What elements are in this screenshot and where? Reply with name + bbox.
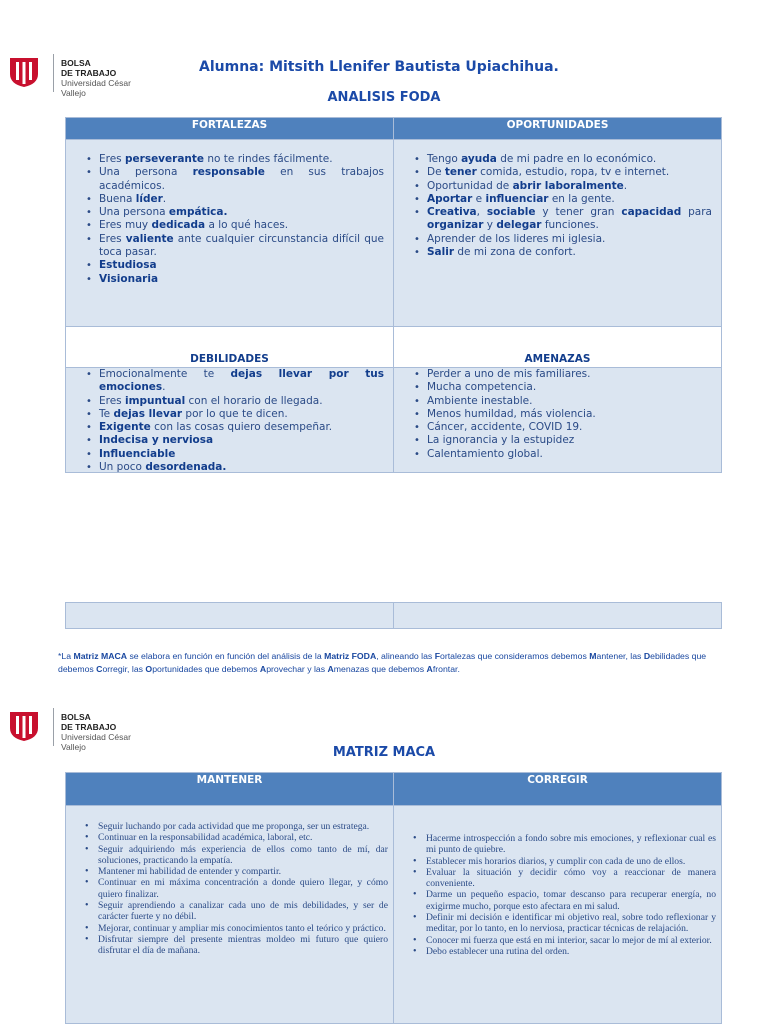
text-run: . (162, 192, 167, 205)
bold-text: delegar (496, 219, 542, 232)
bold-text: Salir (427, 246, 455, 259)
text-run: Emocionalmente te (99, 368, 231, 380)
bold-text: A (259, 663, 267, 674)
text-run: comida, estudio, ropa, tv e internet. (476, 166, 670, 179)
bold-text: capacidad (621, 206, 682, 219)
bold-text: valiente (125, 232, 174, 245)
list-item: • Disfrutar siempre del presente mientras moldeo mi futuro que quiero disfrutar el día de mañana. (98, 934, 388, 957)
list-item (427, 448, 712, 461)
text-run: . (623, 179, 628, 192)
ucv-logo-2 (8, 706, 158, 756)
list-item: • Seguir luchando por cada actividad que me proponga, ser un estratega. (98, 821, 388, 832)
mantener-list (75, 821, 388, 957)
list-item (427, 368, 712, 381)
text-run: en sus trabajos académicos. (99, 166, 384, 192)
list-item: • Hacerme introspección a fondo sobre mis emociones, y reflexionar cual es mi punto de quiebre. (426, 833, 716, 856)
list-item: • Continuar en la responsabilidad académica, laboral, etc. (98, 832, 388, 843)
text-run: ante cualquier circunstancia difícil que toca pasar. (99, 232, 384, 259)
list-item (99, 193, 384, 206)
text-run: menazas que debemos (333, 663, 427, 674)
list-item (427, 193, 712, 206)
list-item: • Mejorar, continuar y ampliar mis conocimientos tanto el teórico y práctico. (98, 923, 388, 934)
list-item (99, 153, 384, 166)
text-run: . (162, 381, 166, 394)
list-item (427, 180, 712, 193)
list-item: • Evaluar la situación y decidir cómo voy a reaccionar de manera conveniente. (426, 867, 716, 890)
list-item: • Seguir aprendiendo a canalizar cada uno de mis debilidades, y ser de carácter fuerte y no débil. (98, 900, 388, 923)
list-item (427, 395, 712, 408)
text-run: De (427, 166, 445, 179)
list-item: • Darme un pequeño espacio, tomar descanso para recuperar energía, no exigirme mucho, porque esto afectara en mi salud. (426, 889, 716, 912)
text-run: Oportunidad de (427, 179, 513, 192)
text-run: y tener gran (535, 206, 622, 219)
text-run: orregir, las (102, 663, 146, 674)
list-item (427, 381, 712, 394)
empty-cell-left (65, 602, 394, 629)
text-run: funciones. (541, 219, 599, 232)
shield-logo-icon (8, 710, 40, 742)
ucv-logo (8, 52, 158, 102)
foda-title: ANALISIS FODA (327, 90, 441, 105)
bold-text: O (145, 663, 153, 674)
list-item (99, 421, 384, 434)
text-run: de mi zona de confort. (454, 246, 576, 259)
bold-text: impuntual (125, 394, 186, 407)
text-run: ebilidades que debemos (58, 651, 707, 674)
text-run: con las cosas quiero desempeñar. (150, 421, 333, 434)
bold-text: tener (444, 166, 477, 179)
text-run: y (483, 219, 497, 232)
text-run: antener, las (596, 651, 644, 661)
text-run: La ignorancia y la estupidez (427, 434, 575, 447)
text-run: Cáncer, accidente, COVID 19. (427, 421, 583, 434)
bold-text: Visionaria (99, 272, 159, 285)
bold-text: A (426, 663, 433, 674)
list-item: • Establecer mis horarios diarios, y cumplir con cada de uno de ellos. (426, 856, 716, 867)
bold-text: C (96, 663, 103, 674)
fortalezas-list (76, 153, 384, 286)
bold-text: Aportar (427, 192, 473, 205)
bold-text: empática. (168, 206, 228, 219)
text-run: Eres muy (99, 219, 152, 232)
amenazas-list (404, 368, 712, 461)
text-run: Eres (99, 394, 125, 407)
bold-text: D (643, 651, 651, 661)
logo-divider (53, 708, 54, 746)
bold-text: sociable (486, 206, 536, 219)
text-run: Una persona (99, 206, 169, 219)
text-run: en la gente. (548, 192, 615, 205)
text-run: e (472, 192, 486, 205)
maca-title: MATRIZ MACA (332, 745, 436, 760)
text-run: Mucha competencia. (427, 381, 537, 394)
list-item (99, 434, 384, 447)
corregir-cell (393, 805, 722, 1024)
bold-text: Creativa (427, 206, 477, 219)
list-item (99, 206, 384, 219)
text-run: Eres (99, 153, 125, 165)
list-item (427, 206, 712, 233)
bold-text: Influenciable (99, 447, 176, 460)
text-run: *La (58, 651, 74, 661)
logo-divider (53, 54, 54, 92)
mantener-header: MANTENER (65, 772, 394, 806)
bold-text: Estudiosa (99, 259, 157, 272)
bold-text: organizar (427, 219, 484, 232)
list-item (99, 166, 384, 193)
fortalezas-header: FORTALEZAS (65, 117, 394, 140)
logo-line-3: Universidad César Vallejo (61, 78, 131, 98)
corregir-list (403, 833, 716, 957)
text-run: de mi padre en lo económico. (496, 153, 657, 165)
text-run: por lo que te dicen. (182, 407, 288, 420)
debilidades-header: DEBILIDADES (190, 353, 269, 365)
list-item (427, 421, 712, 434)
debilidades-header-cell (65, 326, 394, 368)
corregir-header: CORREGIR (393, 772, 722, 806)
logo-text (61, 712, 158, 752)
bold-text: responsable (192, 166, 265, 179)
list-item (427, 153, 712, 166)
logo-line-1: BOLSA (61, 712, 91, 722)
text-run: Menos humildad, más violencia. (427, 407, 596, 420)
bold-text: A (327, 663, 334, 674)
list-item (427, 408, 712, 421)
bold-text: Exigente (99, 421, 151, 434)
text-run: Un poco (99, 461, 146, 474)
text-run: para (681, 206, 712, 219)
logo-line-1: BOLSA (61, 58, 91, 68)
bold-text: dejas llevar (113, 407, 183, 420)
bold-text: abrir laboralmente (512, 179, 624, 192)
list-item (99, 448, 384, 461)
fortalezas-cell (65, 139, 394, 327)
student-name: Alumna: Mitsith Llenifer Bautista Upiachihua. (199, 59, 559, 75)
bold-text: Matriz FODA (324, 651, 377, 661)
amenazas-cell (393, 367, 722, 473)
text-run: provechar y las (266, 663, 328, 674)
bold-text: ayuda (461, 153, 497, 165)
list-item (427, 233, 712, 246)
empty-cell-right (393, 602, 722, 629)
logo-line-2: DE TRABAJO (61, 722, 117, 732)
bold-text: Matriz MACA (73, 651, 128, 661)
list-item (99, 461, 384, 474)
list-item (99, 408, 384, 421)
list-item (99, 273, 384, 286)
text-run: Aprender de los lideres mi iglesia. (427, 232, 606, 245)
text-run: con el horario de llegada. (185, 394, 323, 407)
text-run: Eres (99, 232, 126, 245)
bold-text: líder (135, 192, 163, 205)
text-run: Calentamiento global. (427, 447, 543, 460)
logo-text (61, 58, 158, 98)
debilidades-cell (65, 367, 394, 473)
bold-text: F (434, 651, 440, 661)
bold-text: Indecisa y nerviosa (99, 434, 214, 447)
text-run: a lo qué haces. (205, 219, 289, 232)
bold-text: dejas llevar por tus emociones (99, 368, 384, 394)
mantener-cell (65, 805, 394, 1024)
text-run: Te (99, 407, 114, 420)
text-run: Ambiente inestable. (427, 394, 533, 407)
text-run: Perder a uno de mis familiares. (427, 368, 591, 380)
bold-text: M (589, 651, 597, 661)
text-run: , (476, 206, 487, 219)
shield-logo-icon (8, 56, 40, 88)
text-run: Una persona (99, 166, 193, 179)
bold-text: dedicada (151, 219, 206, 232)
oportunidades-cell (393, 139, 722, 327)
amenazas-header: AMENAZAS (524, 353, 591, 365)
list-item: • Definir mi decisión e identificar mi objetivo real, sobre todo reflexionar y meditar, por lo tanto, en lo nerviosa, practicar técnicas de relajación. (426, 912, 716, 935)
list-item: • Mantener mi habilidad de entender y compartir. (98, 866, 388, 877)
text-run: frontar. (432, 663, 460, 674)
debilidades-list (76, 368, 384, 474)
bold-text: perseverante (125, 153, 205, 165)
bold-text: influenciar (485, 192, 549, 205)
oportunidades-list (404, 153, 712, 259)
list-item (427, 434, 712, 447)
list-item (99, 259, 384, 272)
text-run: se elabora en función en función del análisis de la (127, 651, 325, 661)
oportunidades-header: OPORTUNIDADES (393, 117, 722, 140)
text-run: no te rindes fácilmente. (204, 153, 333, 165)
bold-text: desordenada. (145, 461, 227, 474)
list-item (99, 233, 384, 260)
text-run: , alineando las (376, 651, 435, 661)
list-item: • Debo establecer una rutina del orden. (426, 946, 716, 957)
text-run: Tengo (427, 153, 462, 165)
list-item (99, 368, 384, 395)
list-item (427, 166, 712, 179)
list-item: • Conocer mi fuerza que está en mi interior, sacar lo mejor de mí al exterior. (426, 935, 716, 946)
text-run: ortalezas que consideramos debemos (440, 651, 590, 661)
logo-line-3: Universidad César Vallejo (61, 732, 131, 752)
list-item (99, 219, 384, 232)
maca-footnote (58, 650, 718, 675)
list-item: • Seguir adquiriendo más experiencia de ellos como tanto de mí, dar soluciones, practicando la empatía. (98, 844, 388, 867)
logo-line-2: DE TRABAJO (61, 68, 117, 78)
list-item (99, 395, 384, 408)
text-run: portunidades que debemos (152, 663, 260, 674)
list-item (427, 246, 712, 259)
amenazas-header-cell (393, 326, 722, 368)
text-run: Buena (99, 192, 136, 205)
list-item: • Continuar en mi máxima concentración a donde quiero llegar, y cómo quiero finalizar. (98, 877, 388, 900)
